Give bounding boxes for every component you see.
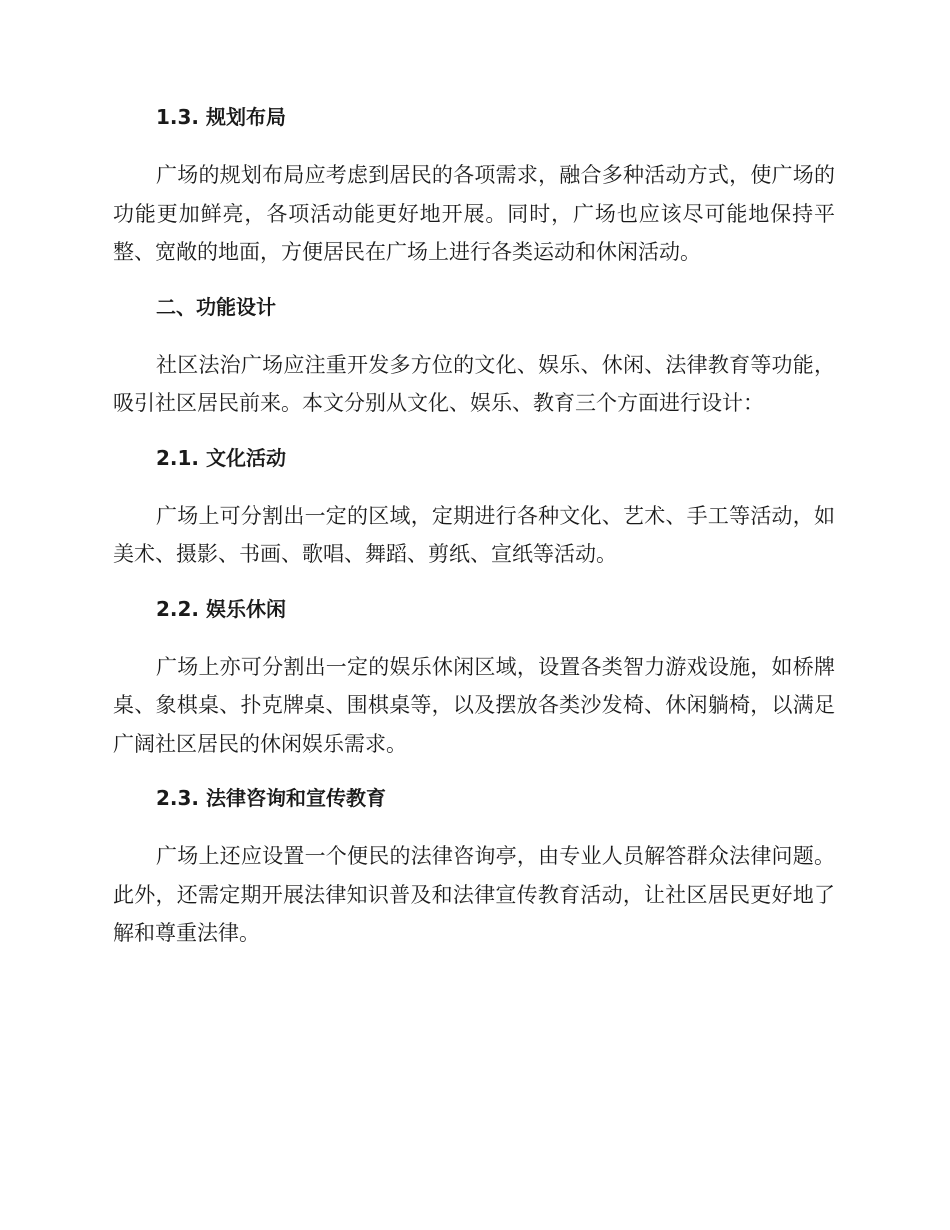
- section-heading-2-1: 2.1. 文化活动: [156, 445, 286, 470]
- section-paragraph-2-2: 广场上亦可分割出一定的娱乐休闲区域，设置各类智力游戏设施，如桥牌桌、象棋桌、扑克牌桌、围棋桌等，以及摆放各类沙发椅、休闲躺椅，以满足广阔社区居民的休闲娱乐需求。: [113, 654, 835, 756]
- section-heading-2: 二、功能设计: [156, 294, 276, 319]
- section-heading-2-3: 2.3. 法律咨询和宣传教育: [156, 786, 386, 810]
- section-heading-2-2: 2.2. 娱乐休闲: [156, 596, 286, 621]
- section-paragraph-2: 社区法治广场应注重开发多方位的文化、娱乐、休闲、法律教育等功能，吸引社区居民前来。本文分别从文化、娱乐、教育三个方面进行设计：: [113, 352, 835, 415]
- document-page: [113, 98, 835, 953]
- section-paragraph-1-3: 广场的规划布局应考虑到居民的各项需求，融合多种活动方式，使广场的功能更加鲜亮，各项活动能更好地开展。同时，广场也应该尽可能地保持平整、宽敞的地面，方便居民在广场上进行各类运动和休闲活动。: [113, 163, 835, 264]
- section-heading-1-3: 1.3. 规划布局: [156, 105, 286, 129]
- section-paragraph-2-1: 广场上可分割出一定的区域，定期进行各种文化、艺术、手工等活动，如美术、摄影、书画、歌唱、舞蹈、剪纸、宣纸等活动。: [113, 503, 835, 566]
- section-paragraph-2-3: 广场上还应设置一个便民的法律咨询亭，由专业人员解答群众法律问题。此外，还需定期开展法律知识普及和法律宣传教育活动，让社区居民更好地了解和尊重法律。: [113, 844, 835, 945]
